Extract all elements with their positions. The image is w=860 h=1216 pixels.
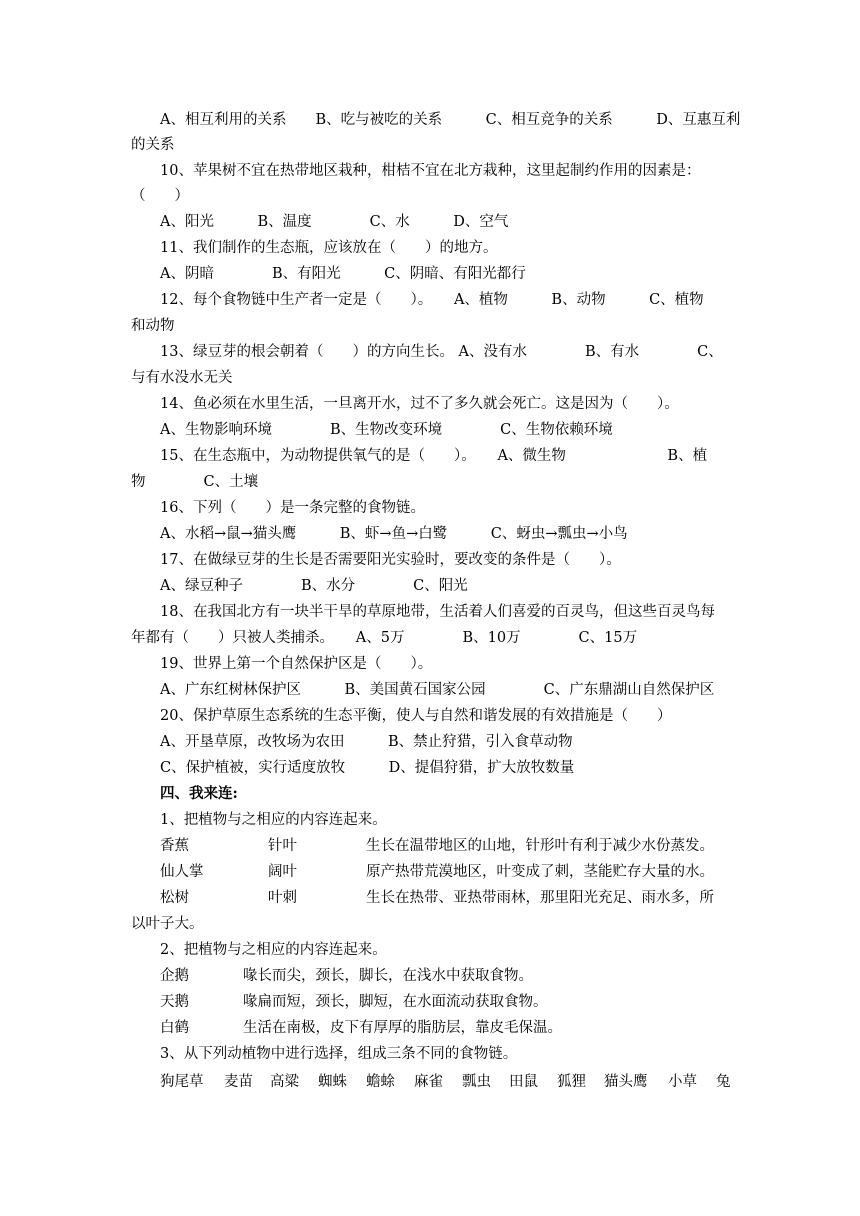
text-line: 18、在我国北方有一块半干旱的草原地带，生活着人们喜爱的百灵鸟，但这些百灵鸟每 <box>160 604 715 620</box>
text-line: A、相互利用的关系 B、吃与被吃的关系 C、相互竞争的关系 D、互惠互利 <box>160 112 741 128</box>
text-line: 12、每个食物链中生产者一定是（ ）。 A、植物 B、动物 C、植物 <box>160 292 704 308</box>
animal-name: 白鹤 <box>160 1020 189 1036</box>
organism-item: 麦苗 <box>224 1074 253 1090</box>
organism-item: 兔 <box>716 1074 731 1090</box>
animal-name: 天鹅 <box>160 994 189 1010</box>
text-line: 的关系 <box>131 137 175 153</box>
text-line: 19、世界上第一个自然保护区是（ ）。 <box>160 656 433 672</box>
text-line: C、保护植被，实行适度放牧 D、提倡狩猎，扩大放牧数量 <box>160 760 575 776</box>
text-line: A、阴暗 B、有阳光 C、阴暗、有阳光都行 <box>160 266 526 282</box>
text-line: 3、从下列动植物中进行选择，组成三条不同的食物链。 <box>160 1046 518 1062</box>
leaf-type: 阔叶 <box>268 864 297 880</box>
text-line: 以叶子大。 <box>131 916 204 932</box>
text-line: 17、在做绿豆芽的生长是否需要阳光实验时，要改变的条件是（ ）。 <box>160 552 621 568</box>
organism-item: 狗尾草 <box>160 1074 204 1090</box>
text-line: 11、我们制作的生态瓶，应该放在（ ）的地方。 <box>160 240 498 256</box>
text-line: 14、鱼必须在水里生活，一旦离开水，过不了多久就会死亡。这是因为（ ）。 <box>160 396 679 412</box>
animal-description: 喙长而尖，颈长，脚长，在浅水中获取食物。 <box>243 968 533 984</box>
organism-item: 小草 <box>668 1074 697 1090</box>
text-line: A、绿豆种子 B、水分 C、阳光 <box>160 578 468 594</box>
text-line: 和动物 <box>131 318 175 334</box>
text-line: A、广东红树林保护区 B、美国黄石国家公园 C、广东鼎湖山自然保护区 <box>160 682 715 698</box>
organism-item: 麻雀 <box>414 1074 443 1090</box>
organism-item: 高粱 <box>270 1074 299 1090</box>
text-line: A、阳光 B、温度 C、水 D、空气 <box>160 214 509 230</box>
text-line: 15、在生态瓶中，为动物提供氧气的是（ ）。 A、微生物 B、植 <box>160 448 708 464</box>
text-line: 与有水没水无关 <box>131 370 233 386</box>
text-line: （ ） <box>131 188 189 204</box>
text-line: 20、保护草原生态系统的生态平衡，使人与自然和谐发展的有效措施是（ ） <box>160 708 672 724</box>
leaf-type: 针叶 <box>268 838 297 854</box>
animal-description: 喙扁而短，颈长，脚短，在水面流动获取食物。 <box>243 994 548 1010</box>
plant-name: 仙人掌 <box>160 864 204 880</box>
text-line: 年都有（ ）只被人类捕杀。 A、5万 B、10万 C、15万 <box>131 630 638 646</box>
plant-name: 香蕉 <box>160 838 189 854</box>
animal-description: 生活在南极，皮下有厚厚的脂肪层，靠皮毛保温。 <box>243 1020 562 1036</box>
animal-name: 企鹅 <box>160 968 189 984</box>
leaf-type: 叶刺 <box>268 890 297 906</box>
plant-description: 生长在温带地区的山地，针形叶有利于减少水份蒸发。 <box>366 838 714 854</box>
text-line: 10、苹果树不宜在热带地区栽种，柑桔不宜在北方栽种，这里起制约作用的因素是： <box>160 163 701 179</box>
plant-name: 松树 <box>160 890 189 906</box>
text-line: 13、绿豆芽的根会朝着（ ）的方向生长。 A、没有水 B、有水 C、 <box>160 344 723 360</box>
text-line: 物 C、土壤 <box>131 474 259 490</box>
plant-description: 原产热带荒漠地区，叶变成了刺，茎能贮存大量的水。 <box>366 864 714 880</box>
plant-description: 生长在热带、亚热带雨林，那里阳光充足、雨水多，所 <box>366 890 714 906</box>
organism-item: 蟾蜍 <box>366 1074 395 1090</box>
organism-item: 猫头鹰 <box>604 1074 648 1090</box>
organism-item: 田鼠 <box>509 1074 538 1090</box>
text-line: 16、下列（ ）是一条完整的食物链。 <box>160 500 425 516</box>
text-line: A、生物影响环境 B、生物改变环境 C、生物依赖环境 <box>160 422 613 438</box>
organism-item: 狐狸 <box>557 1074 586 1090</box>
section-heading: 四、我来连: <box>160 785 238 802</box>
text-line: 2、把植物与之相应的内容连起来。 <box>160 942 387 958</box>
organism-item: 瓢虫 <box>462 1074 491 1090</box>
text-line: A、开垦草原，改牧场为农田 B、禁止狩猎，引入食草动物 <box>160 734 573 750</box>
text-line: A、水稻→鼠→猫头鹰 B、虾→鱼→白鹭 C、蚜虫→瓢虫→小鸟 <box>160 526 628 542</box>
text-line: 1、把植物与之相应的内容连起来。 <box>160 812 387 828</box>
organism-item: 蜘蛛 <box>318 1074 347 1090</box>
